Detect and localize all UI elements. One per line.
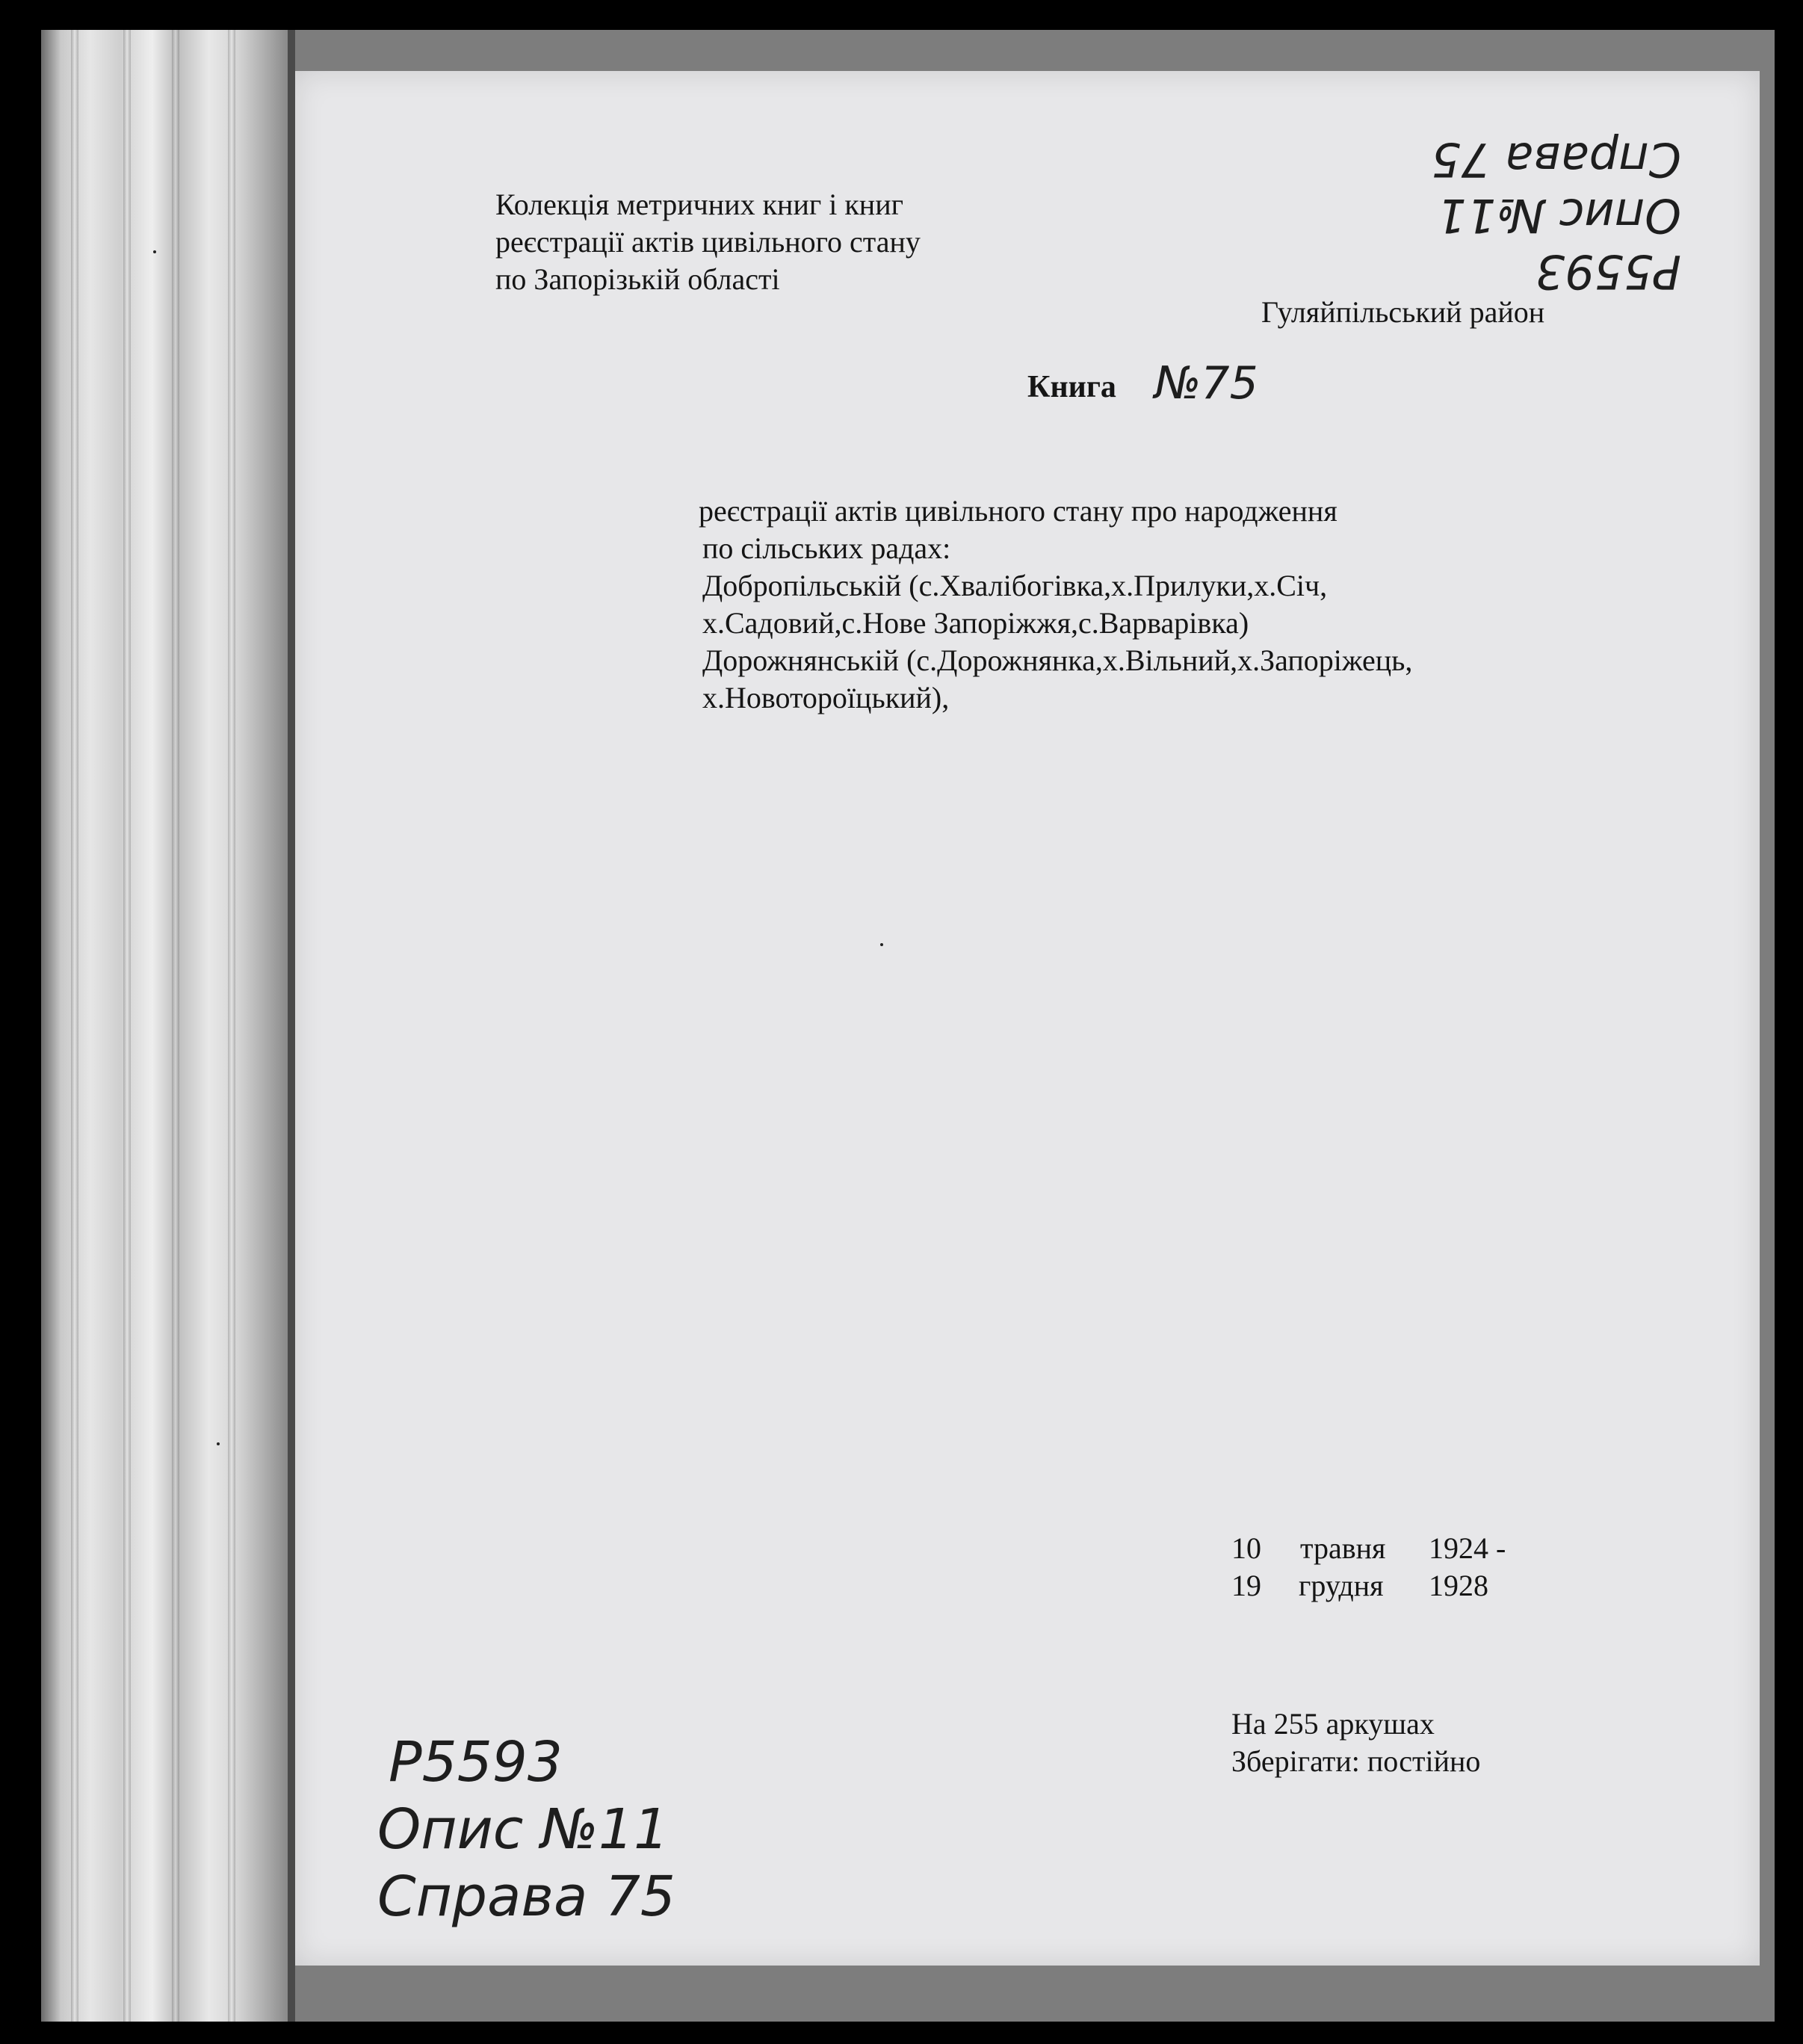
description-line: по сільських радах: <box>702 531 951 565</box>
rotated-inventory-number: Опис №11 <box>1437 188 1681 243</box>
paper-speck <box>880 943 883 946</box>
district-name: Гуляйпільський район <box>1261 295 1545 329</box>
start-month: травня <box>1300 1531 1386 1565</box>
description-line: х.Садовий,с.Нове Запоріжжя,с.Варварівка) <box>702 606 1249 640</box>
retention-period: Зберігати: постійно <box>1231 1744 1481 1778</box>
cloth-spine <box>41 30 288 2022</box>
rotated-file-number: Справа 75 <box>1431 132 1681 187</box>
handwritten-inventory-number: Опис №11 <box>377 1797 669 1862</box>
end-year: 1928 <box>1429 1569 1488 1602</box>
book-number-handwritten: №75 <box>1154 357 1258 410</box>
paper-speck <box>153 250 156 253</box>
description-line: х.Новотороїцький), <box>702 681 950 714</box>
rotated-fond-number: Р5593 <box>1535 244 1681 299</box>
collection-title-line-1: Колекція метричних книг і книг <box>495 188 904 221</box>
start-year: 1924 - <box>1429 1531 1506 1565</box>
description-line: Добропільській (с.Хвалібогівка,х.Прилуки,х.Січ, <box>702 569 1328 602</box>
book-label: Книга <box>1027 370 1116 404</box>
description-line: реєстрації актів цивільного стану про народження <box>699 494 1337 528</box>
sheet-count: На 255 аркушах <box>1231 1707 1435 1741</box>
cover-label-sheet <box>295 71 1760 1966</box>
spine-edge <box>288 30 295 2022</box>
handwritten-fond-number: Р5593 <box>389 1730 563 1794</box>
collection-title-line-2: реєстрації актів цивільного стану <box>495 225 921 259</box>
collection-title-line-3: по Запорізькій області <box>495 262 780 296</box>
start-day: 10 <box>1231 1531 1261 1565</box>
handwritten-file-number: Справа 75 <box>377 1865 676 1929</box>
description-line: Дорожнянській (с.Дорожнянка,х.Вільний,х.Запоріжець, <box>702 643 1413 677</box>
paper-speck <box>217 1442 220 1445</box>
end-day: 19 <box>1231 1569 1261 1602</box>
end-month: грудня <box>1299 1569 1384 1602</box>
handwritten-archive-reference-top-rotated <box>1337 112 1696 306</box>
